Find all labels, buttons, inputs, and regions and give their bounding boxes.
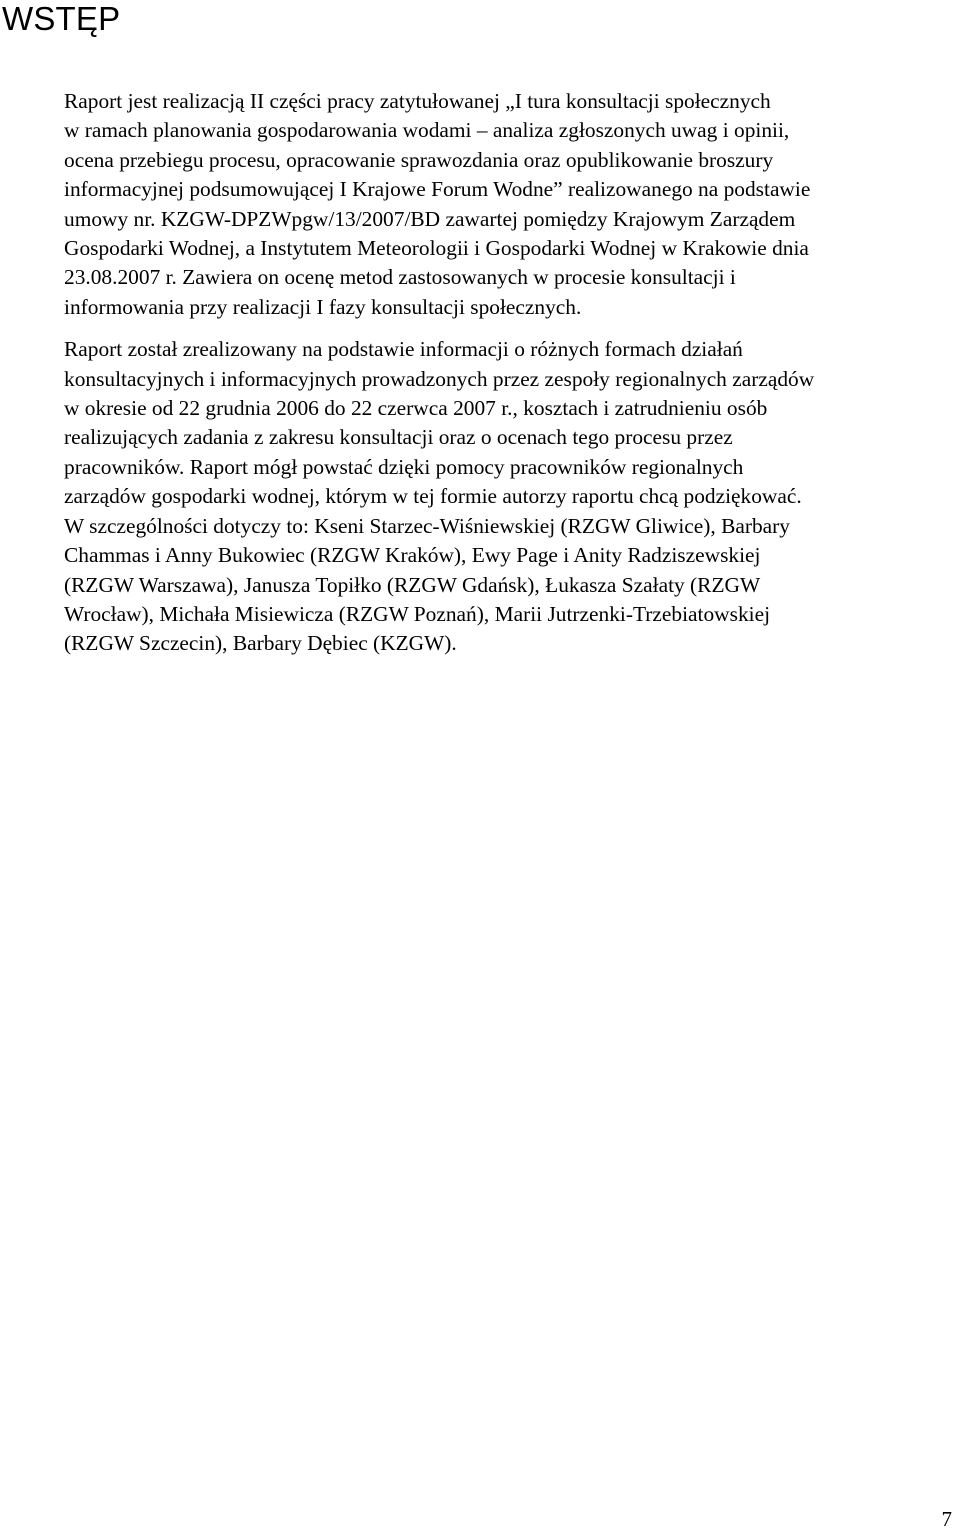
paragraph-1 bbox=[64, 87, 954, 322]
text-line: Raport został zrealizowany na podstawie informacji o różnych formach działań bbox=[64, 337, 743, 362]
body-text bbox=[64, 87, 954, 659]
text-line: (RZGW Warszawa), Janusza Topiłko (RZGW Gdańsk), Łukasza Szałaty (RZGW bbox=[64, 572, 761, 597]
section-heading: WSTĘP bbox=[2, 0, 121, 37]
text-line: zarządów gospodarki wodnej, którym w tej formie autorzy raportu chcą podziękować. bbox=[64, 484, 802, 509]
text-line: Chammas i Anny Bukowiec (RZGW Kraków), Ewy Page i Anity Radziszewskiej bbox=[64, 543, 761, 568]
text-line: konsultacyjnych i informacyjnych prowadzonych przez zespoły regionalnych zarządów bbox=[64, 366, 815, 391]
text-line: (RZGW Szczecin), Barbary Dębiec (KZGW). bbox=[64, 631, 457, 656]
text-line: informowania przy realizacji I fazy konsultacji społecznych. bbox=[64, 294, 582, 319]
text-line: 23.08.2007 r. Zawiera on ocenę metod zastosowanych w procesie konsultacji i bbox=[64, 265, 736, 290]
text-line: umowy nr. KZGW-DPZWpgw/13/2007/BD zawartej pomiędzy Krajowym Zarządem bbox=[64, 206, 796, 231]
text-line: informacyjnej podsumowującej I Krajowe Forum Wodne” realizowanego na podstawie bbox=[64, 177, 811, 202]
text-line: W szczególności dotyczy to: Kseni Starzec-Wiśniewskiej (RZGW Gliwice), Barbary bbox=[64, 513, 790, 538]
text-line: Wrocław), Michała Misiewicza (RZGW Poznań), Marii Jutrzenki-Trzebiatowskiej bbox=[64, 601, 771, 626]
text-line: realizujących zadania z zakresu konsultacji oraz o ocenach tego procesu przez bbox=[64, 425, 733, 450]
paragraph-spacer bbox=[64, 322, 954, 335]
text-line: ocena przebiegu procesu, opracowanie sprawozdania oraz opublikowanie broszury bbox=[64, 147, 774, 172]
paragraph-2 bbox=[64, 335, 954, 658]
text-line: Gospodarki Wodnej, a Instytutem Meteorologii i Gospodarki Wodnej w Krakowie dnia bbox=[64, 236, 809, 261]
page-number: 7 bbox=[941, 1507, 952, 1531]
text-line: Raport jest realizacją II części pracy zatytułowanej „I tura konsultacji społecznych bbox=[64, 89, 771, 113]
text-line: w ramach planowania gospodarowania wodami – analiza zgłoszonych uwag i opinii, bbox=[64, 118, 790, 143]
text-line: pracowników. Raport mógł powstać dzięki pomocy pracowników regionalnych bbox=[64, 454, 744, 479]
text-line: w okresie od 22 grudnia 2006 do 22 czerwca 2007 r., kosztach i zatrudnieniu osób bbox=[64, 396, 768, 421]
